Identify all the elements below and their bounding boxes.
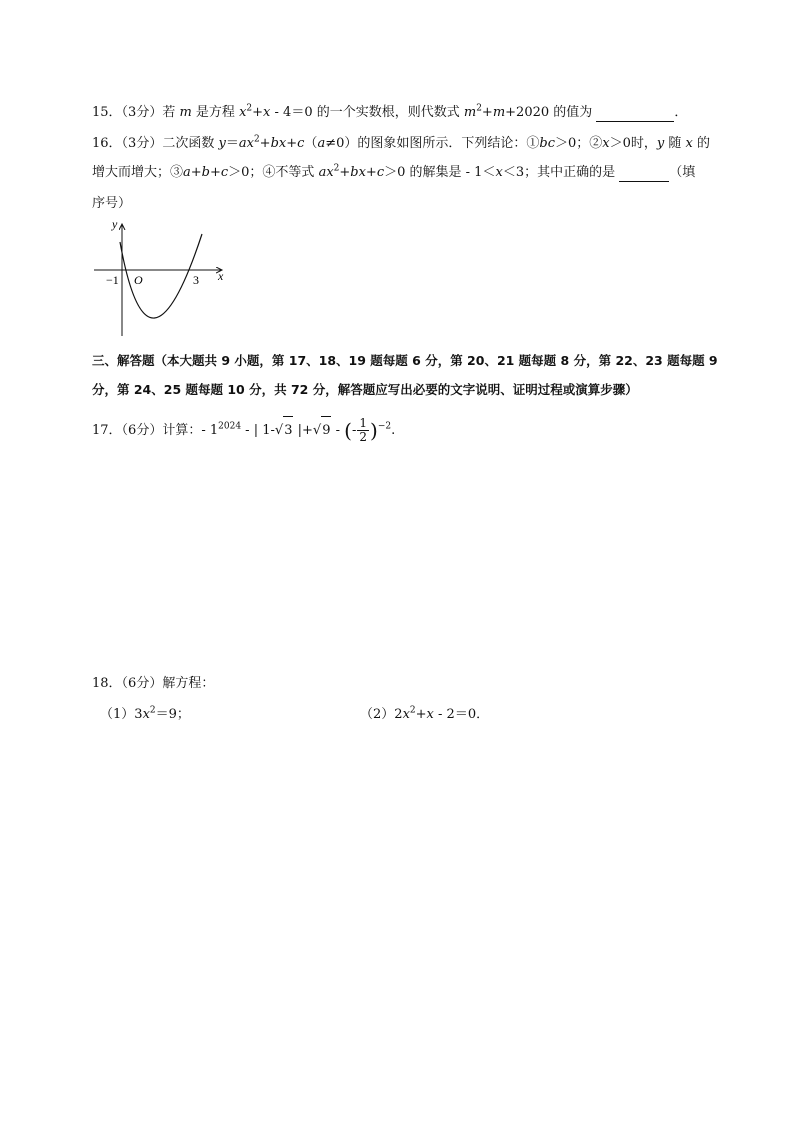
question-18: 18．（6分）解方程： <box>92 676 215 691</box>
score: （3分） <box>121 105 163 120</box>
question-18-part-1: $(1)3x^2=9$； <box>100 705 190 722</box>
fraction-one-half: $\frac{1}{2}$ <box>359 416 368 444</box>
score: （3分） <box>121 136 163 151</box>
question-number: 17． <box>92 423 122 438</box>
tick-label-neg1: −1 <box>106 273 119 287</box>
question-15: 15．（3分）若 m 是方程 $x^2+x - 4=0$ 的一个实数根，则代数式 $m^2+m+2020$ 的值为 ． <box>92 103 688 120</box>
section-3-heading-line-2: 分，第 24、25 题每题 10 分，共 72 分，解答题应写出必要的文字说明、证明过程或演算步骤） <box>92 382 638 397</box>
parabola-curve <box>120 234 202 318</box>
question-17: 17．（6分）计算：- $1^{2024}$ - | 1-√ 3 |+√ 9 - (- $\frac{1}{2}$ )$^{-2}$. <box>92 416 396 444</box>
x-axis-label: x <box>218 269 224 283</box>
y-axis-label: y <box>112 218 118 231</box>
question-16: 16．（3分）二次函数 $y=ax^2+bx+c(a\ne 0)$的图象如图所示．下列结论：①bc＞0；②x＞0时，y 随 x 的 <box>92 134 711 151</box>
section-3-heading: 三、解答题（本大题共 9 小题，第 17、18、19 题每题 6 分，第 20、21 题每题 8 分，第 22、23 题每题 9 <box>92 353 718 368</box>
score: （6分） <box>121 676 163 691</box>
question-16-line-2: 增大而增大；③a+b+c＞0；④不等式 $ax^2+bx+c>0$ 的解集是 - 1＜x＜3；其中正确的是 （填 <box>92 163 696 180</box>
answer-blank[interactable] <box>596 108 674 122</box>
parabola-graph <box>90 218 240 338</box>
sqrt-3: √ 3 <box>275 416 294 445</box>
sqrt-9: √ 9 <box>313 416 332 445</box>
tick-label-3: 3 <box>193 273 199 287</box>
question-16-line-3: 序号） <box>92 196 132 211</box>
question-number: 15． <box>92 105 122 120</box>
question-number: 18． <box>92 676 122 691</box>
score: （6分） <box>121 423 163 438</box>
origin-label: O <box>134 273 143 287</box>
question-number: 16． <box>92 136 122 151</box>
question-18-part-2: $(2)2x^2+x - 2=0$． <box>360 705 490 722</box>
answer-blank[interactable] <box>619 168 669 182</box>
